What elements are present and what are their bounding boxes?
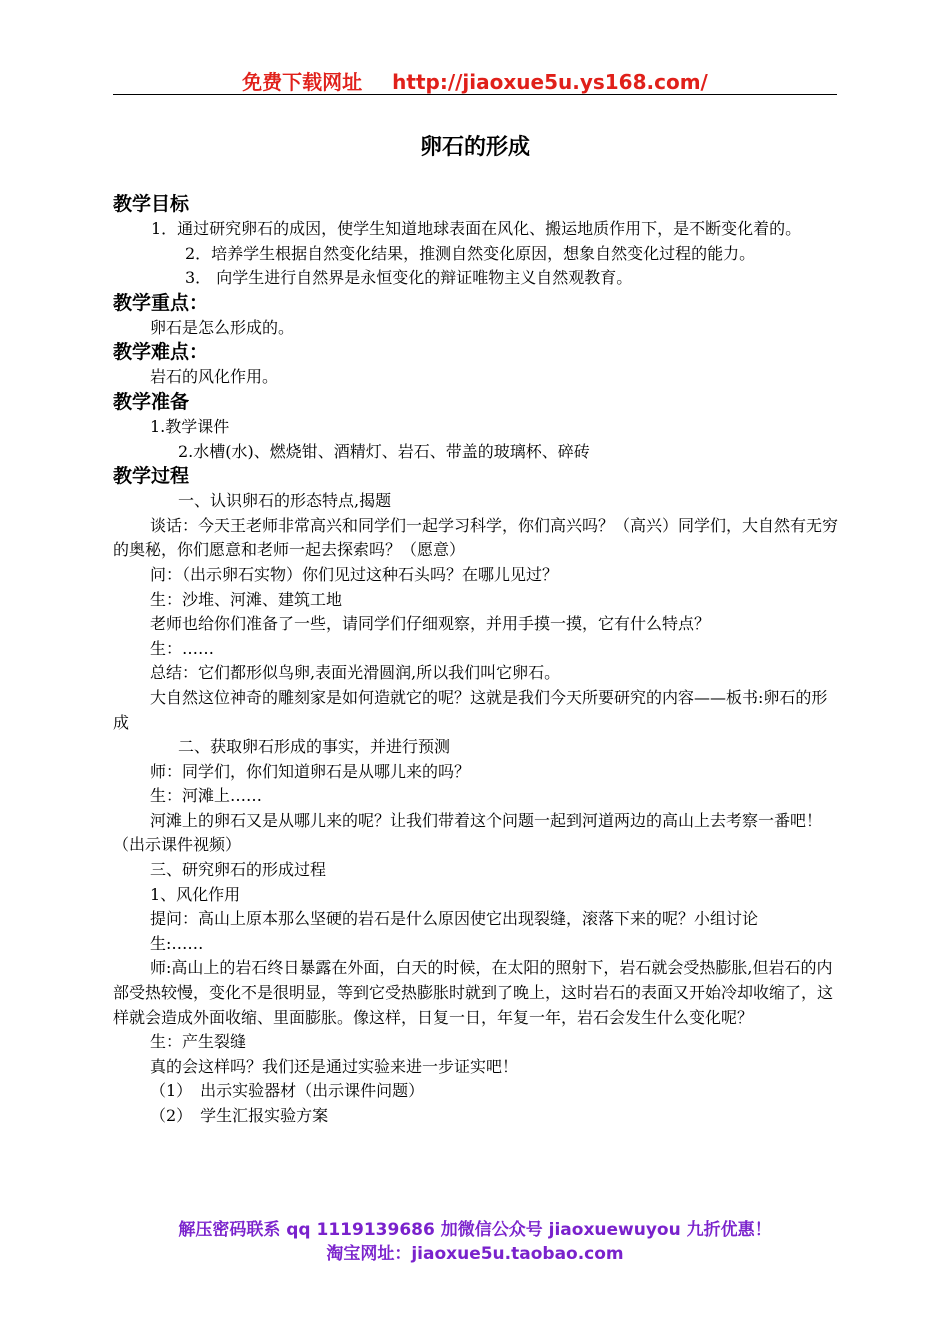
process-line: 真的会这样吗？我们还是通过实验来进一步证实吧！ [150,1056,519,1076]
process-section-2: 二、获取卵石形成的事实，并进行预测 [178,737,451,757]
goal-item-1: 1．通过研究卵石的成因，使学生知道地球表面在风化、搬运地质作用下，是不断变化着的。 [151,219,802,238]
process-line: 师:高山上的岩石终日暴露在外面，白天的时候，在太阳的照射下，岩石就会受热膨胀,但岩石的内部受热较慢，变化不是很明显，等到它受热膨胀时就到了晚上，这时岩石的表面又开始冷却收缩了，这样就会造成外面收缩、里面膨胀。像这样，日复一日，年复一年，岩石会发生什么变化呢？ [113,958,834,1027]
preparation-item-1: 1.教学课件 [150,416,230,436]
preparation-item-2: 2.水槽(水)、燃烧钳、酒精灯、岩石、带盖的玻璃杯、碎砖 [178,441,590,461]
process-line: 提问：高山上原本那么坚硬的岩石是什么原因使它出现裂缝，滚落下来的呢？小组讨论 [150,909,759,929]
difficulty-text: 岩石的风化作用。 [150,367,279,387]
process-line: 生：产生裂缝 [150,1032,247,1052]
process-step: （2） 学生汇报实验方案 [150,1106,329,1125]
difficulty-heading: 教学难点： [113,341,209,364]
key-point-heading: 教学重点： [113,291,209,314]
key-point-text: 卵石是怎么形成的。 [150,317,295,337]
page-title: 卵石的形成 [419,135,530,160]
process-line: 生:…… [150,933,204,953]
header-url-link[interactable]: http://jiaoxue5u.ys168.com/ [392,70,708,94]
process-line: 问：（出示卵石实物）你们见过这种石头吗？在哪儿见过？ [150,564,559,584]
header-banner [0,66,950,95]
footer-banner [0,1218,950,1266]
header-label: 免费下载网址 [242,70,363,94]
process-line: 大自然这位神奇的雕刻家是如何造就它的呢？这就是我们今天所要研究的内容——板书:卵石的形成 [113,687,828,732]
process-subheading: 1、风化作用 [150,884,241,904]
header-divider [113,94,837,95]
process-section-3: 三、研究卵石的形成过程 [150,860,327,880]
process-line: 师：同学们，你们知道卵石是从哪儿来的吗？ [150,761,471,781]
process-line: 河滩上的卵石又是从哪儿来的呢？让我们带着这个问题一起到河道两边的高山上去考察一番吧！（出示课件视频） [113,810,823,855]
goal-item-3: 3． 向学生进行自然界是永恒变化的辩证唯物主义自然观教育。 [185,268,633,288]
process-step: （1） 出示实验器材（出示课件问题） [150,1081,425,1101]
footer-shop-link[interactable]: 淘宝网址：jiaoxue5u.taobao.com [326,1244,624,1264]
footer-contact-line: 解压密码联系 qq 1119139686 加微信公众号 jiaoxuewuyou 九折优惠！ [178,1220,772,1240]
process-line: 谈话：今天王老师非常高兴和同学们一起学习科学，你们高兴吗？（高兴）同学们，大自然有无穷的奥秘，你们愿意和老师一起去探索吗？（愿意） [113,515,839,560]
process-line: 总结：它们都形似鸟卵,表面光滑圆润,所以我们叫它卵石。 [150,663,561,683]
goal-item-2: 2．培养学生根据自然变化结果，推测自然变化原因，想象自然变化过程的能力。 [185,243,756,263]
process-heading: 教学过程 [113,465,190,488]
preparation-heading: 教学准备 [113,390,190,413]
process-line: 生：…… [150,638,215,658]
process-line: 生：河滩上…… [150,786,263,806]
process-line: 生：沙堆、河滩、建筑工地 [150,589,343,609]
process-section-1: 一、认识卵石的形态特点,揭题 [178,491,392,511]
goals-heading: 教学目标 [113,193,190,215]
document-body [113,192,843,1129]
process-line: 老师也给你们准备了一些，请同学们仔细观察，并用手摸一摸，它有什么特点？ [150,614,711,634]
